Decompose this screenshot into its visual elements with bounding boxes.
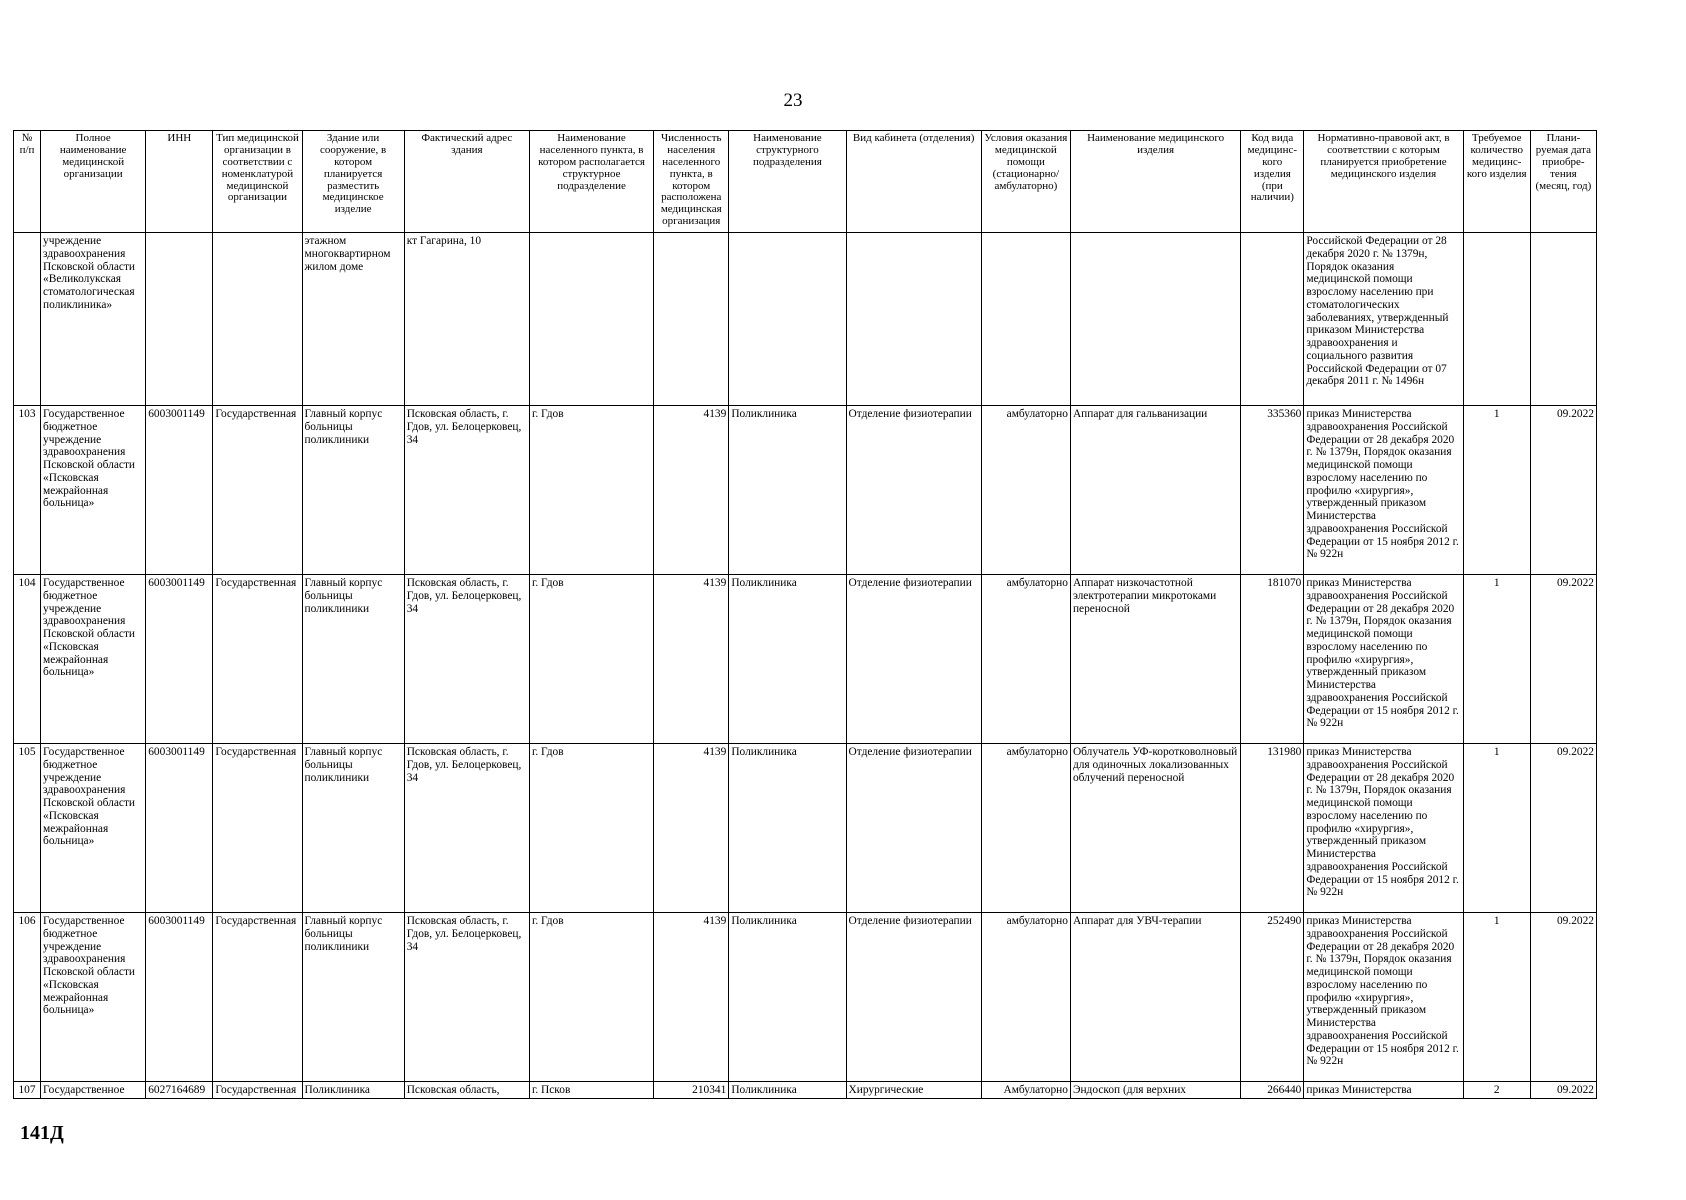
cell-quantity: 2 xyxy=(1463,1082,1530,1099)
header-unit: Наименование структурного подразделения xyxy=(729,131,846,233)
header-population: Численность населения населенного пункта, в котором расположена медицинская организация xyxy=(654,131,729,233)
cell-org-type: Государственная xyxy=(213,744,302,913)
cell-device: Аппарат для гальванизации xyxy=(1070,406,1240,575)
cell-address: Псковская область, г. Гдов, ул. Белоцерковец, 34 xyxy=(404,913,529,1082)
cell-device: Аппарат для УВЧ-терапии xyxy=(1070,913,1240,1082)
cell-org-name: Государственное бюджетное учреждение здравоохранения Псковской области «Псковская межрайонная больница» xyxy=(41,575,146,744)
cell-org-type: Государственная xyxy=(213,575,302,744)
cell-org-type xyxy=(213,233,302,406)
header-num: № п/п xyxy=(14,131,41,233)
cell-num: 105 xyxy=(14,744,41,913)
table-row xyxy=(14,913,1597,1082)
cell-conditions: амбулаторно xyxy=(981,744,1070,913)
cell-org-name: Государственное бюджетное учреждение здравоохранения Псковской области «Псковская межрайонная больница» xyxy=(41,406,146,575)
cell-num: 106 xyxy=(14,913,41,1082)
header-org-name: Полное наименование медицинской организации xyxy=(41,131,146,233)
cell-org-type: Государственная xyxy=(213,406,302,575)
cell-population: 4139 xyxy=(654,575,729,744)
header-legal-act: Нормативно-правовой акт, в соответствии с которым планируется приобретение медицинского изделия xyxy=(1304,131,1463,233)
table-row xyxy=(14,233,1597,406)
cell-cabinet: Отделение физиотерапии xyxy=(846,744,981,913)
cell-num xyxy=(14,233,41,406)
cell-device: Облучатель УФ-коротковолновый для одиночных локализованных облучений переносной xyxy=(1070,744,1240,913)
header-quantity: Требуемое количество медицинс- кого изделия xyxy=(1463,131,1530,233)
cell-conditions: амбулаторно xyxy=(981,913,1070,1082)
cell-legal-act: Российской Федерации от 28 декабря 2020 г. № 1379н, Порядок оказания медицинской помощи взрослому населению при стоматологических заболеваниях, утвержденный приказом Министерства здравоохранения и социального развития Российской Федерации от 07 декабря 2011 г. № 1496н xyxy=(1304,233,1463,406)
equipment-table xyxy=(13,130,1597,1099)
cell-unit xyxy=(729,233,846,406)
cell-population: 4139 xyxy=(654,913,729,1082)
cell-conditions: Амбулаторно xyxy=(981,1082,1070,1099)
cell-population: 4139 xyxy=(654,744,729,913)
cell-settlement: г. Гдов xyxy=(529,575,653,744)
header-address: Фактический адрес здания xyxy=(404,131,529,233)
cell-quantity xyxy=(1463,233,1530,406)
cell-org-name: учреждение здравоохранения Псковской области «Великолукская стоматологическая поликлиника» xyxy=(41,233,146,406)
cell-quantity: 1 xyxy=(1463,744,1530,913)
cell-date: 09.2022 xyxy=(1530,406,1596,575)
cell-population: 210341 xyxy=(654,1082,729,1099)
cell-settlement: г. Гдов xyxy=(529,744,653,913)
cell-device: Эндоскоп (для верхних xyxy=(1070,1082,1240,1099)
page-number: 23 xyxy=(783,90,803,111)
cell-quantity: 1 xyxy=(1463,913,1530,1082)
cell-code: 335360 xyxy=(1241,406,1304,575)
cell-building: Главный корпус больницы поликлиники xyxy=(302,913,404,1082)
cell-org-name: Государственное xyxy=(41,1082,146,1099)
cell-address: Псковская область, xyxy=(404,1082,529,1099)
table-row xyxy=(14,744,1597,913)
cell-unit: Поликлиника xyxy=(729,1082,846,1099)
cell-building: Главный корпус больницы поликлиники xyxy=(302,575,404,744)
cell-address: Псковская область, г. Гдов, ул. Белоцерковец, 34 xyxy=(404,744,529,913)
cell-population: 4139 xyxy=(654,406,729,575)
cell-cabinet: Отделение физиотерапии xyxy=(846,575,981,744)
cell-conditions xyxy=(981,233,1070,406)
table-row xyxy=(14,406,1597,575)
cell-settlement xyxy=(529,233,653,406)
cell-cabinet: Отделение физиотерапии xyxy=(846,406,981,575)
header-building: Здание или сооружение, в котором планируется разместить медицинское изделие xyxy=(302,131,404,233)
cell-address: Псковская область, г. Гдов, ул. Белоцерковец, 34 xyxy=(404,575,529,744)
cell-code: 181070 xyxy=(1241,575,1304,744)
cell-cabinet xyxy=(846,233,981,406)
cell-code xyxy=(1241,233,1304,406)
cell-legal-act: приказ Министерства xyxy=(1304,1082,1463,1099)
cell-unit: Поликлиника xyxy=(729,575,846,744)
cell-address: Псковская область, г. Гдов, ул. Белоцерковец, 34 xyxy=(404,406,529,575)
cell-code: 252490 xyxy=(1241,913,1304,1082)
cell-org-name: Государственное бюджетное учреждение здравоохранения Псковской области «Псковская межрайонная больница» xyxy=(41,744,146,913)
cell-conditions: амбулаторно xyxy=(981,575,1070,744)
cell-inn: 6003001149 xyxy=(146,406,213,575)
cell-legal-act: приказ Министерства здравоохранения Российской Федерации от 28 декабря 2020 г. № 1379н, Порядок оказания медицинской помощи взрослому населению по профилю «хирургия», утвержденный приказом Министерства здравоохранения Российской Федерации от 15 ноября 2012 г. № 922н xyxy=(1304,744,1463,913)
header-code: Код вида медицинс- кого изделия (при наличии) xyxy=(1241,131,1304,233)
cell-inn: 6003001149 xyxy=(146,913,213,1082)
cell-date: 09.2022 xyxy=(1530,575,1596,744)
cell-org-name: Государственное бюджетное учреждение здравоохранения Псковской области «Псковская межрайонная больница» xyxy=(41,913,146,1082)
cell-legal-act: приказ Министерства здравоохранения Российской Федерации от 28 декабря 2020 г. № 1379н, Порядок оказания медицинской помощи взрослому населению по профилю «хирургия», утвержденный приказом Министерства здравоохранения Российской Федерации от 15 ноября 2012 г. № 922н xyxy=(1304,913,1463,1082)
cell-unit: Поликлиника xyxy=(729,913,846,1082)
cell-inn: 6027164689 xyxy=(146,1082,213,1099)
cell-building: Поликлиника xyxy=(302,1082,404,1099)
cell-inn xyxy=(146,233,213,406)
cell-legal-act: приказ Министерства здравоохранения Российской Федерации от 28 декабря 2020 г. № 1379н, Порядок оказания медицинской помощи взрослому населению по профилю «хирургия», утвержденный приказом Министерства здравоохранения Российской Федерации от 15 ноября 2012 г. № 922н xyxy=(1304,575,1463,744)
cell-cabinet: Хирургические xyxy=(846,1082,981,1099)
cell-num: 107 xyxy=(14,1082,41,1099)
cell-code: 266440 xyxy=(1241,1082,1304,1099)
cell-device xyxy=(1070,233,1240,406)
cell-quantity: 1 xyxy=(1463,406,1530,575)
cell-quantity: 1 xyxy=(1463,575,1530,744)
table-row xyxy=(14,1082,1597,1099)
header-inn: ИНН xyxy=(146,131,213,233)
table-row xyxy=(14,575,1597,744)
cell-settlement: г. Гдов xyxy=(529,913,653,1082)
cell-num: 103 xyxy=(14,406,41,575)
cell-legal-act: приказ Министерства здравоохранения Российской Федерации от 28 декабря 2020 г. № 1379н, Порядок оказания медицинской помощи взрослому населению по профилю «хирургия», утвержденный приказом Министерства здравоохранения Российской Федерации от 15 ноября 2012 г. № 922н xyxy=(1304,406,1463,575)
header-date: Плани- руемая дата приобре- тения (месяц, год) xyxy=(1530,131,1596,233)
document-code: 141Д xyxy=(20,1122,64,1144)
cell-building: Главный корпус больницы поликлиники xyxy=(302,744,404,913)
cell-inn: 6003001149 xyxy=(146,575,213,744)
cell-device: Аппарат низкочастотной электротерапии микротоками переносной xyxy=(1070,575,1240,744)
cell-building: этажном многоквартирном жилом доме xyxy=(302,233,404,406)
header-conditions: Условия оказания медицинской помощи (стационарно/ амбулаторно) xyxy=(981,131,1070,233)
header-cabinet: Вид кабинета (отделения) xyxy=(846,131,981,233)
cell-settlement: г. Гдов xyxy=(529,406,653,575)
header-org-type: Тип медицинской организации в соответствии с номенклатурой медицинской организации xyxy=(213,131,302,233)
cell-address: кт Гагарина, 10 xyxy=(404,233,529,406)
cell-num: 104 xyxy=(14,575,41,744)
cell-settlement: г. Псков xyxy=(529,1082,653,1099)
cell-date: 09.2022 xyxy=(1530,913,1596,1082)
cell-inn: 6003001149 xyxy=(146,744,213,913)
cell-date xyxy=(1530,233,1596,406)
table-header-row xyxy=(14,131,1597,233)
cell-date: 09.2022 xyxy=(1530,1082,1596,1099)
cell-unit: Поликлиника xyxy=(729,406,846,575)
cell-population xyxy=(654,233,729,406)
cell-org-type: Государственная xyxy=(213,1082,302,1099)
cell-conditions: амбулаторно xyxy=(981,406,1070,575)
cell-org-type: Государственная xyxy=(213,913,302,1082)
cell-unit: Поликлиника xyxy=(729,744,846,913)
cell-code: 131980 xyxy=(1241,744,1304,913)
cell-building: Главный корпус больницы поликлиники xyxy=(302,406,404,575)
header-settlement: Наименование населенного пункта, в котором располагается структурное подразделение xyxy=(529,131,653,233)
header-device: Наименование медицинского изделия xyxy=(1070,131,1240,233)
cell-cabinet: Отделение физиотерапии xyxy=(846,913,981,1082)
cell-date: 09.2022 xyxy=(1530,744,1596,913)
